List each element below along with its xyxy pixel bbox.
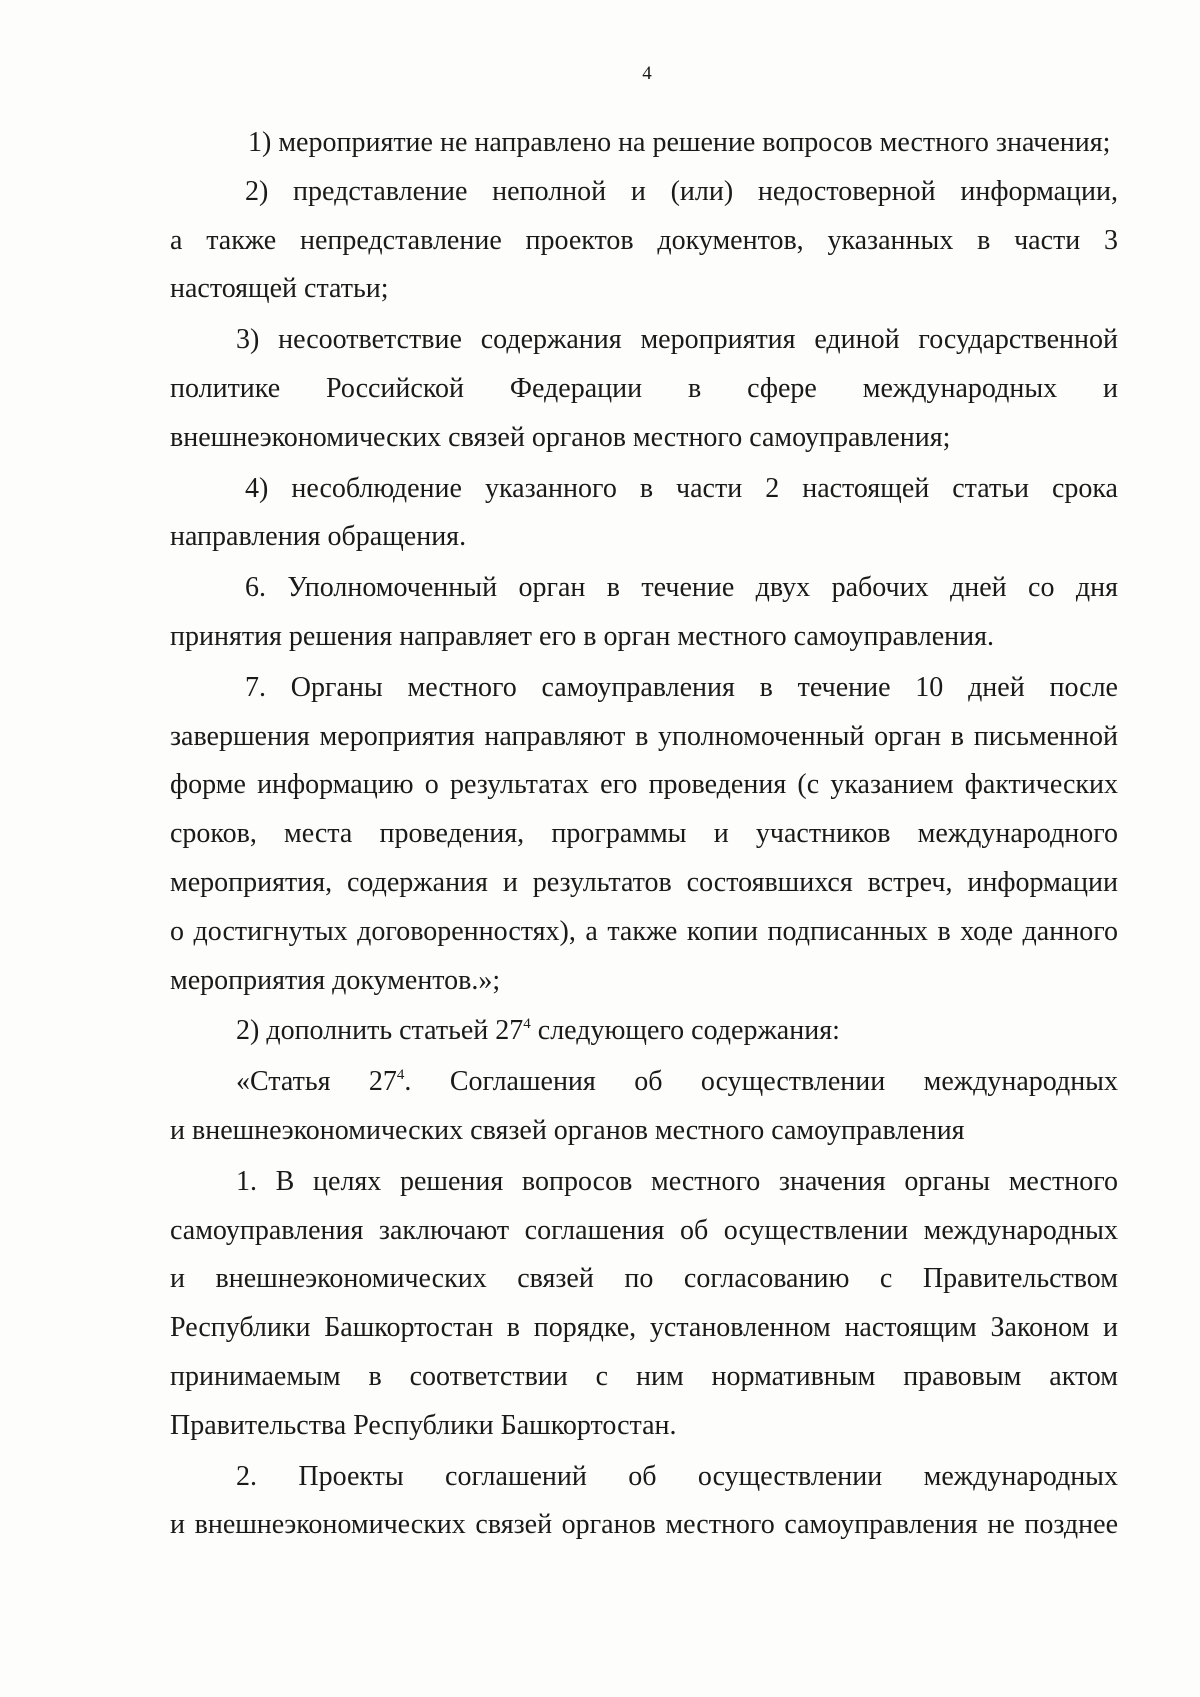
text-line: 3) несоответствие содержания мероприятия единой государственной [236, 324, 1118, 356]
article-heading [170, 1058, 1118, 1156]
text-line: принятия решения направляет его в орган местного самоуправления. [170, 620, 994, 652]
text-line: Республики Башкортостан в порядке, установленном настоящим Законом и [170, 1312, 1118, 1344]
document-body [170, 119, 1118, 1550]
paragraph-item-4 [170, 465, 1118, 563]
text-line: а также непредставление проектов документов, указанных в части 3 [170, 224, 1118, 256]
text-line: 2) представление неполной и (или) недостоверной информации, [245, 175, 1118, 207]
paragraph-item-7 [170, 664, 1118, 1006]
text-line: Правительства Республики Башкортостан. [170, 1409, 677, 1441]
text-line: завершения мероприятия направляют в уполномоченный орган в письменной [170, 720, 1118, 752]
paragraph-item-1 [170, 119, 1118, 168]
text-line [170, 1058, 1118, 1107]
text-line: 4) несоблюдение указанного в части 2 настоящей статьи срока [245, 472, 1118, 504]
paragraph-item-3 [170, 316, 1118, 462]
superscript: 4 [523, 1016, 531, 1033]
text-fragment: «Статья 27 [236, 1066, 397, 1098]
superscript: 4 [396, 1067, 405, 1084]
page-number: 4 [642, 63, 652, 84]
text-line: 7. Органы местного самоуправления в течение 10 дней после [245, 671, 1118, 703]
text-line: 2. Проекты соглашений об осуществлении международных [236, 1460, 1118, 1492]
article-part-2 [170, 1453, 1118, 1551]
text-line [170, 1007, 1118, 1056]
text-line: внешнеэкономических связей органов местного самоуправления; [170, 421, 951, 453]
text-line: направления обращения. [170, 521, 467, 553]
text-line: самоуправления заключают соглашения об осуществлении международных [170, 1214, 1118, 1246]
amendment-item-2 [170, 1007, 1118, 1056]
text-line: мероприятия документов.»; [170, 964, 501, 996]
text-line: 6. Уполномоченный орган в течение двух рабочих дней со дня [245, 572, 1118, 604]
text-fragment: 2) дополнить статьей 27 [236, 1015, 524, 1047]
text-fragment: . Соглашения об осуществлении международных [404, 1066, 1118, 1098]
paragraph-item-2 [170, 168, 1118, 314]
text-line: и внешнеэкономических связей органов местного самоуправления не позднее [170, 1509, 1118, 1541]
text-fragment: следующего содержания: [530, 1015, 840, 1047]
text-line: о достигнутых договоренностях), а также копии подписанных в ходе данного [170, 915, 1118, 947]
text-line: 1. В целях решения вопросов местного значения органы местного [236, 1165, 1118, 1197]
text-line: и внешнеэкономических связей органов местного самоуправления [170, 1114, 965, 1146]
text-line: политике Российской Федерации в сфере международных и [170, 372, 1118, 404]
text-line: сроков, места проведения, программы и участников международного [170, 818, 1118, 850]
text-line: принимаемым в соответствии с ним нормативным правовым актом [170, 1360, 1118, 1392]
text-line: настоящей статьи; [170, 273, 389, 305]
text-line: форме информацию о результатах его проведения (с указанием фактических [170, 769, 1118, 801]
article-part-1 [170, 1158, 1118, 1451]
text-line: и внешнеэкономических связей по согласованию с Правительством [170, 1263, 1118, 1295]
text-line: мероприятия, содержания и результатов состоявшихся встреч, информации [170, 866, 1118, 898]
paragraph-item-6 [170, 564, 1118, 662]
text-line: 1) мероприятие не направлено на решение вопросов местного значения; [248, 127, 1111, 158]
